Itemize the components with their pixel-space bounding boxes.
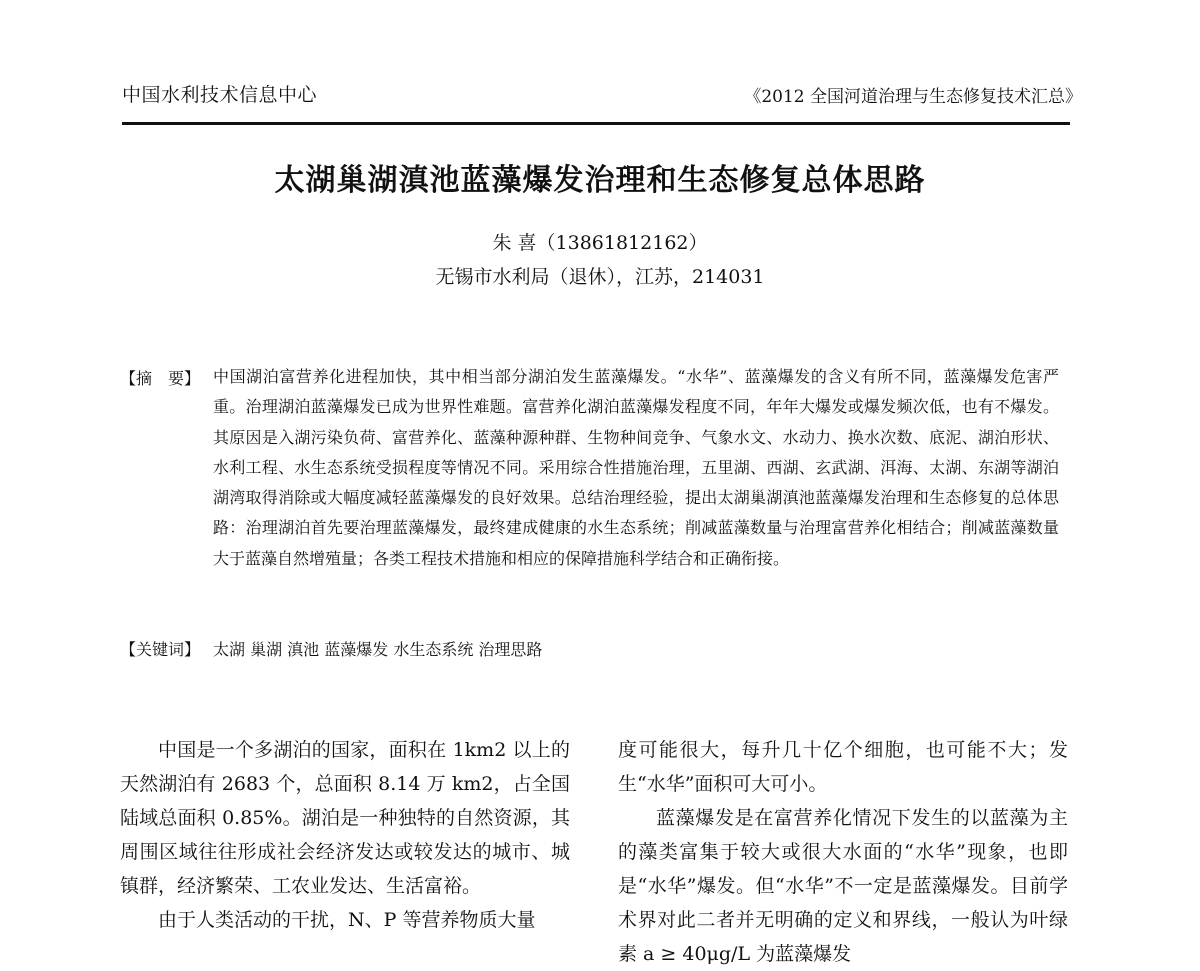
body-paragraph: 中国是一个多湖泊的国家，面积在 1km2 以上的天然湖泊有 2683 个，总面积 8.14 万 km2，占全国陆域总面积 0.85%。湖泊是一种独特的自然资源，其周围区域往往形成社会经济发达或较发达的城市、城镇群，经济繁荣、工农业发达、生活富裕。: [120, 739, 570, 897]
paper-title: 太湖巢湖滇池蓝藻爆发治理和生态修复总体思路: [274, 163, 926, 198]
keywords-label: 【关键词】: [120, 640, 201, 659]
abstract-text: 中国湖泊富营养化进程加快，其中相当部分湖泊发生蓝藻爆发。“水华”、蓝藻爆发的含义有所不同，蓝藻爆发危害严重。治理湖泊蓝藻爆发已成为世界性难题。富营养化湖泊蓝藻爆发程度不同，年年大爆发或爆发频次低，也有不爆发。其原因是入湖污染负荷、富营养化、蓝藻种源种群、生物种间竞争、气象水文、水动力、换水次数、底泥、湖泊形状、水利工程、水生态系统受损程度等情况不同。采用综合性措施治理，五里湖、西湖、玄武湖、洱海、太湖、东湖等湖泊湖湾取得消除或大幅度减轻蓝藻爆发的良好效果。总结治理经验，提出太湖巢湖滇池蓝藻爆发治理和生态修复的总体思路：治理湖泊首先要治理蓝藻爆发，最终建成健康的水生态系统；削减蓝藻数量与治理富营养化相结合；削减蓝藻数量大于蓝藻自然增殖量；各类工程技术措施和相应的保障措施科学结合和正确衔接。: [213, 367, 1059, 568]
body-paragraph: 蓝藻爆发是在富营养化情况下发生的以蓝藻为主的藻类富集于较大或很大水面的“水华”现象，也即是“水华”爆发。但“水华”不一定是蓝藻爆发。目前学术界对此二者并无明确的定义和界线，一般认为叶绿素 a ≥ 40μg/L 为蓝藻爆发: [618, 807, 1068, 965]
abstract-label: 【摘 要】: [120, 369, 201, 388]
header-right: 《2012 全国河道治理与生态修复技术汇总》: [744, 87, 1082, 107]
header-rule: [122, 122, 1070, 125]
affiliation: 无锡市水利局（退休），江苏，214031: [435, 266, 765, 288]
body-column-right: [618, 733, 1068, 971]
body-paragraph: 由于人类活动的干扰，N、P 等营养物质大量: [158, 909, 536, 931]
header-left: 中国水利技术信息中心: [122, 84, 318, 106]
author: 朱 喜（13861812162）: [492, 232, 708, 254]
body-paragraph: 度可能很大，每升几十亿个细胞，也可能不大；发生“水华”面积可大可小。: [618, 739, 1068, 795]
body-column-left: [120, 733, 570, 937]
keywords-text: 太湖 巢湖 滇池 蓝藻爆发 水生态系统 治理思路: [213, 640, 543, 659]
